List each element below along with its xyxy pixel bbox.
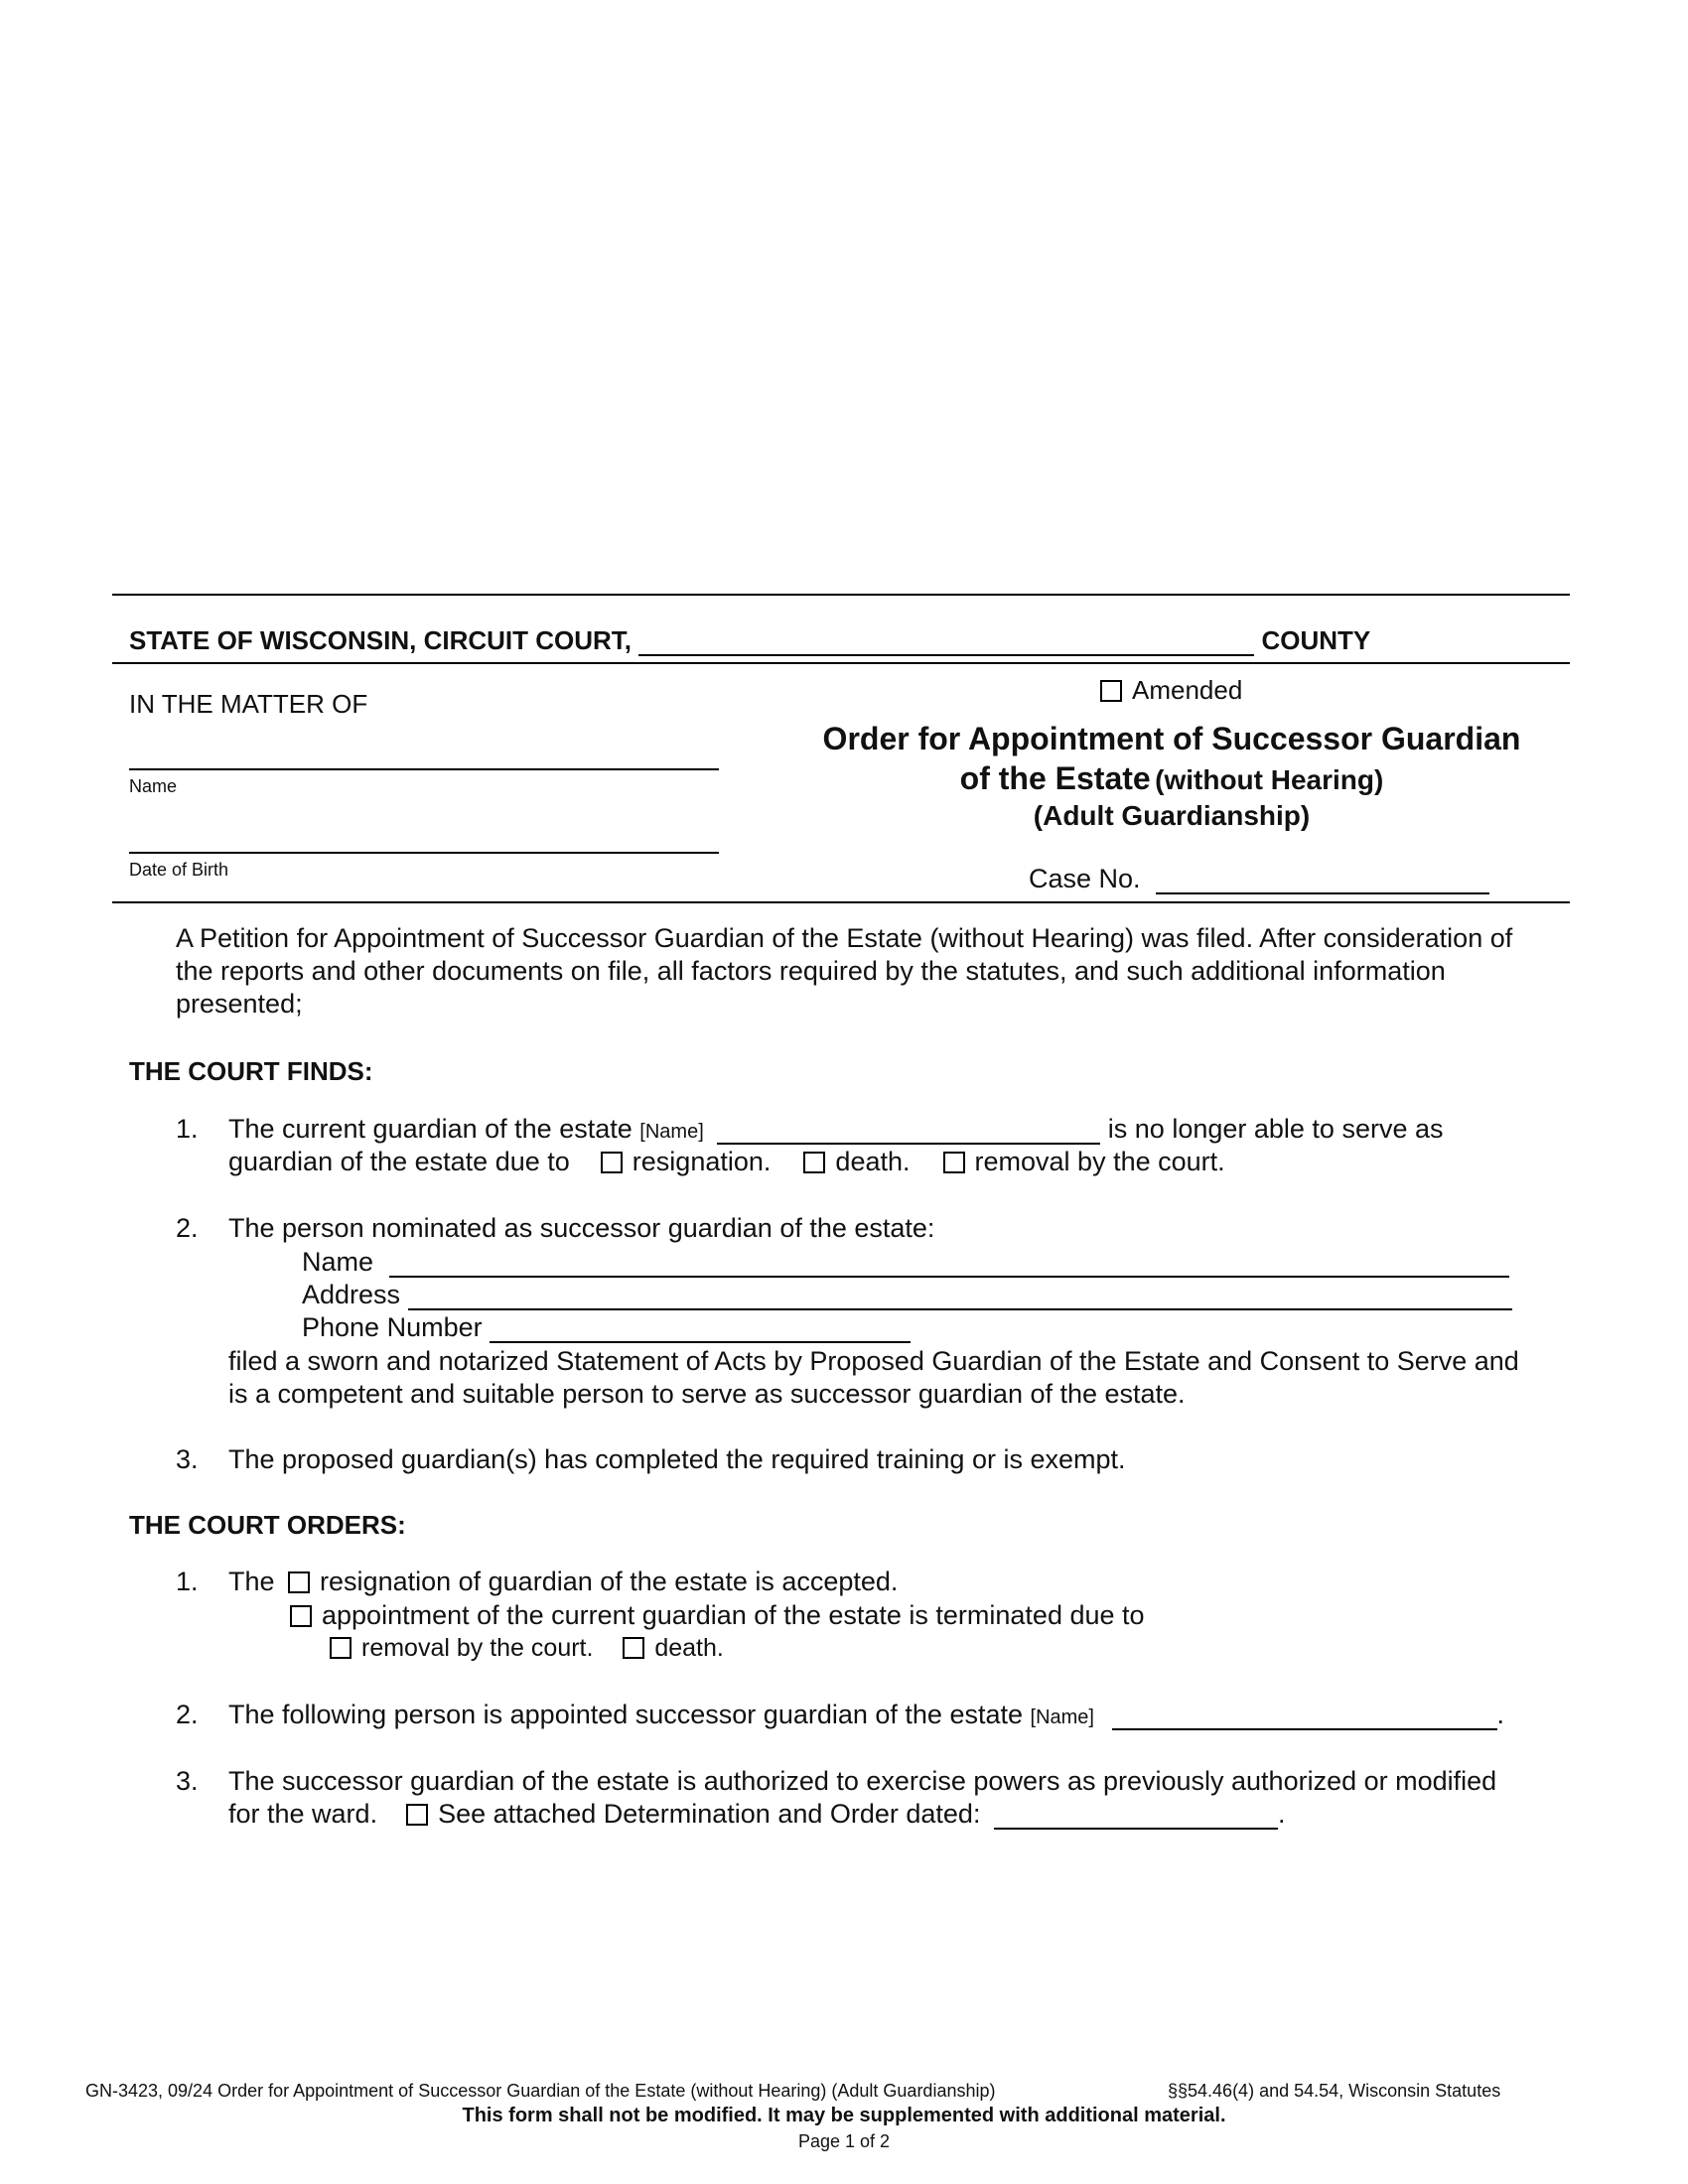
order-1-the: The xyxy=(228,1567,275,1596)
nominee-phone-label: Phone Number xyxy=(302,1312,483,1342)
finding-1-text-a: The current guardian of the estate xyxy=(228,1114,633,1144)
county-label: COUNTY xyxy=(1261,625,1371,655)
death-label: death. xyxy=(835,1147,911,1176)
amended-label: Amended xyxy=(1132,675,1243,705)
amended-option[interactable] xyxy=(1100,675,1242,706)
finding-3-num: 3. xyxy=(176,1444,199,1474)
caption-top-rule xyxy=(112,662,1570,664)
dob-caption: Date of Birth xyxy=(129,860,229,880)
finding-2-text: The person nominated as successor guardian of the estate: xyxy=(228,1213,935,1243)
order-death-label: death. xyxy=(654,1634,724,1662)
nominee-phone-field[interactable] xyxy=(490,1319,911,1343)
finding-1-line-a xyxy=(228,1114,1443,1145)
order-2-name-tag: [Name] xyxy=(1030,1706,1094,1728)
death-checkbox[interactable] xyxy=(803,1152,825,1173)
footer-notice: This form shall not be modified. It may be supplemented with additional material. xyxy=(462,2105,1226,2126)
order-1-num: 1. xyxy=(176,1567,199,1596)
order-removal-checkbox[interactable] xyxy=(330,1637,352,1659)
order-terminated-checkbox[interactable] xyxy=(290,1605,312,1627)
footer-statutes: §§54.46(4) and 54.54, Wisconsin Statutes xyxy=(1168,2081,1501,2101)
removal-checkbox[interactable] xyxy=(943,1152,965,1173)
nominee-address-label: Address xyxy=(302,1280,401,1309)
order-2-text: The following person is appointed successor guardian of the estate xyxy=(228,1700,1023,1729)
court-label: STATE OF WISCONSIN, CIRCUIT COURT, xyxy=(129,625,633,655)
order-1-line-a xyxy=(228,1567,898,1597)
order-3-line-b xyxy=(228,1799,1285,1830)
matter-label: IN THE MATTER OF xyxy=(129,689,368,719)
order-3-num: 3. xyxy=(176,1766,199,1796)
order-1-line-c xyxy=(330,1634,724,1663)
nominee-phone-row xyxy=(302,1312,911,1343)
name-field[interactable] xyxy=(129,768,719,770)
order-3-line-b-text: for the ward. xyxy=(228,1799,378,1829)
case-no-label: Case No. xyxy=(1029,864,1141,893)
footer-form-id: GN-3423, 09/24 Order for Appointment of Successor Guardian of the Estate (without Hearing) (Adult Guardianship) xyxy=(85,2081,996,2101)
intro-line2: the reports and other documents on file, all factors required by the statutes, and such additional information xyxy=(176,956,1446,986)
order-terminated-label: appointment of the current guardian of the estate is terminated due to xyxy=(322,1600,1145,1630)
case-no-row xyxy=(1029,864,1489,894)
successor-guardian-name-field[interactable] xyxy=(1112,1706,1497,1730)
order-1-line-b xyxy=(290,1600,1145,1631)
form-title-line1: Order for Appointment of Successor Guardian xyxy=(822,721,1521,756)
attached-order-date-field[interactable] xyxy=(994,1806,1278,1830)
order-2-end: . xyxy=(1496,1700,1505,1729)
form-title-line3: (Adult Guardianship) xyxy=(1033,800,1311,831)
name-caption: Name xyxy=(129,776,178,796)
attached-order-label: See attached Determination and Order dated: xyxy=(438,1799,981,1829)
order-removal-label: removal by the court. xyxy=(361,1634,594,1662)
finding-2-line-a: filed a sworn and notarized Statement of Acts by Proposed Guardian of the Estate and Consent to Serve and xyxy=(228,1346,1519,1376)
dob-field[interactable] xyxy=(129,852,719,854)
findings-heading: THE COURT FINDS: xyxy=(129,1056,373,1086)
order-resignation-label: resignation of guardian of the estate is accepted. xyxy=(320,1567,899,1596)
finding-1-name-tag: [Name] xyxy=(639,1121,704,1143)
intro-line1: A Petition for Appointment of Successor Guardian of the Estate (without Hearing) was filed. After consideration of xyxy=(176,923,1513,953)
form-title-line2 xyxy=(774,760,1569,797)
order-2-line xyxy=(228,1700,1504,1730)
current-guardian-name-field[interactable] xyxy=(717,1121,1100,1145)
title-paren-part: (without Hearing) xyxy=(1155,764,1384,795)
caption-bottom-rule xyxy=(112,901,1570,903)
resignation-checkbox[interactable] xyxy=(601,1152,623,1173)
orders-heading: THE COURT ORDERS: xyxy=(129,1510,406,1540)
order-2-num: 2. xyxy=(176,1700,199,1729)
finding-3-text: The proposed guardian(s) has completed the required training or is exempt. xyxy=(228,1444,1126,1474)
nominee-name-label: Name xyxy=(302,1247,374,1277)
title-bold-part: of the Estate xyxy=(959,760,1151,796)
finding-1-line-b xyxy=(228,1147,1225,1177)
nominee-name-row xyxy=(302,1247,1509,1278)
order-3-line-a: The successor guardian of the estate is authorized to exercise powers as previously authorized or modified xyxy=(228,1766,1497,1796)
order-3-end: . xyxy=(1277,1799,1286,1829)
county-field[interactable] xyxy=(638,632,1254,656)
removal-label: removal by the court. xyxy=(974,1147,1225,1176)
footer-page-number: Page 1 of 2 xyxy=(797,2131,891,2151)
nominee-address-row xyxy=(302,1280,1512,1310)
finding-2-line-b: is a competent and suitable person to serve as successor guardian of the estate. xyxy=(228,1379,1186,1409)
finding-2-num: 2. xyxy=(176,1213,199,1243)
intro-line3: presented; xyxy=(176,989,303,1019)
case-no-field[interactable] xyxy=(1156,871,1489,894)
finding-1-text-b: is no longer able to serve as xyxy=(1107,1114,1444,1144)
nominee-address-field[interactable] xyxy=(408,1287,1512,1310)
resignation-label: resignation. xyxy=(632,1147,772,1176)
attached-order-checkbox[interactable] xyxy=(406,1804,428,1826)
order-resignation-checkbox[interactable] xyxy=(288,1571,310,1593)
court-line xyxy=(129,625,1370,656)
amended-checkbox[interactable] xyxy=(1100,680,1122,702)
finding-1-text-c: guardian of the estate due to xyxy=(228,1147,570,1176)
order-death-checkbox[interactable] xyxy=(623,1637,644,1659)
finding-1-num: 1. xyxy=(176,1114,199,1144)
top-rule xyxy=(112,594,1570,596)
nominee-name-field[interactable] xyxy=(389,1254,1509,1278)
